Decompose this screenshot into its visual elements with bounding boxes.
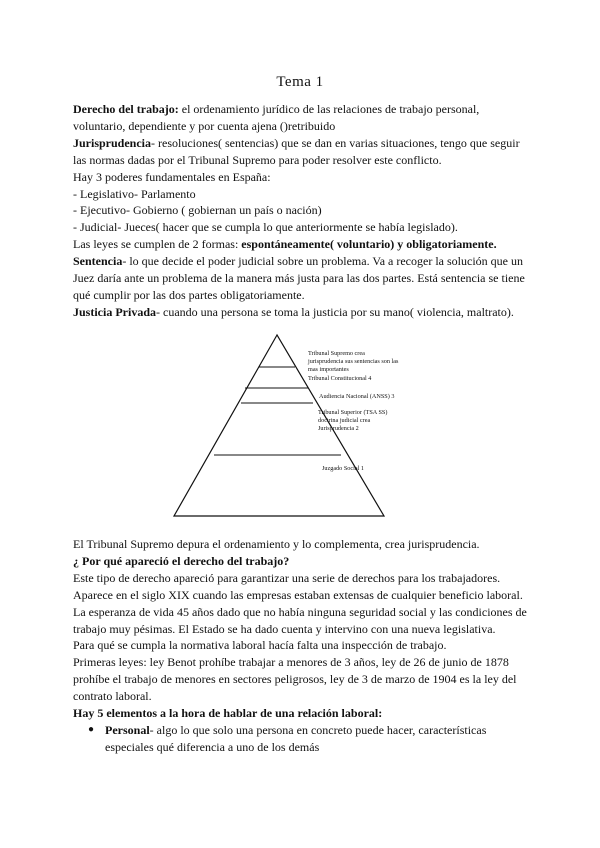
bold-leyes: espontáneamente( voluntario) y obligatoriamente. <box>241 237 497 252</box>
paragraph-jurisprudencia <box>73 135 533 169</box>
tribunal-note: El Tribunal Supremo depura el ordenamiento y lo complementa, crea jurisprudencia. <box>73 537 480 551</box>
paragraph-sentencia <box>73 253 533 304</box>
level3-label-line3: Jurisprudencia 2 <box>318 425 359 432</box>
level1-label-line1: Tribunal Supremo crea <box>308 350 365 357</box>
text-block-top <box>73 101 533 321</box>
elementos-heading-text: Hay 5 elementos a la hora de hablar de una relación laboral: <box>73 706 383 721</box>
paragraph-inspeccion: Para qué se cumpla la normativa laboral hacía falta una inspección de trabajo. <box>73 638 447 653</box>
paragraph-leyes <box>73 236 533 253</box>
court-pyramid-diagram <box>170 332 430 518</box>
text-justicia: - cuando una persona se toma la justicia por su mano( violencia, maltrato). <box>156 304 514 319</box>
level3-label-line2: doctrina judicial crea <box>318 417 371 424</box>
term-derecho: Derecho del trabajo: <box>73 102 179 116</box>
level3-label-line1: Tribunal Superior (TSA SS) <box>318 409 388 416</box>
term-jurisprudencia: Jurisprudencia <box>73 135 152 150</box>
paragraph-derecho <box>73 101 533 135</box>
poder-ejecutivo: - Ejecutivo- Gobierno ( gobiernan un país o nación) <box>73 203 322 218</box>
bullet-dot-icon: ● <box>88 723 95 735</box>
poder-legislativo: - Legislativo- Parlamento <box>73 186 196 201</box>
term-sentencia: Sentencia <box>73 254 123 269</box>
text-block-bottom <box>73 536 533 756</box>
term-personal: Personal <box>105 722 150 737</box>
list-item-personal <box>73 722 533 756</box>
text-sentencia: - lo que decide el poder judicial sobre un problema. Va a recoger la solución que un Juez daría ante un problema de la manera más justa para las dos partes. Está sentencia se tiene qué cumplir por las dos partes obligatoriamente. <box>73 254 525 302</box>
level1-label-line2: jurisprudencia sus sentencias son las <box>308 358 399 365</box>
level2-label: Audiencia Nacional (ANSS) 3 <box>319 393 395 400</box>
elementos-heading <box>73 705 533 722</box>
paragraph-primeras-leyes: Primeras leyes: ley Benot prohíbe trabajar a menores de 3 años, ley de 26 de junio de 1878 prohíbe el trabajo de menores en sectores peligrosos, ley de 3 de marzo de 1904 es la ley del contrato laboral. <box>73 655 517 704</box>
text-leyes: Las leyes se cumplen de 2 formas: <box>73 237 242 252</box>
text-jurisprudencia: - resoluciones( sentencias) que se dan en varias situaciones, tengo que seguir las normas dadas por el Tribunal Supremo para poder resolver este conflicto. <box>73 135 520 167</box>
level1-label-line3: mas importantes <box>308 366 349 373</box>
text-personal: - algo lo que solo una persona en concreto puede hacer, características especiales qué diferencia a uno de los demás <box>105 722 487 754</box>
level4-label: Juzgado Social 1 <box>322 465 364 472</box>
poderes-intro: Hay 3 poderes fundamentales en España: <box>73 169 271 184</box>
paragraph-aparece: Este tipo de derecho apareció para garantizar una serie de derechos para los trabajadores. Aparece en el siglo XIX cuando las empresas estaban extensas de cualquier beneficio laboral. La esperanza de vida 45 años dado que no había ninguna seguridad social y las condiciones de trabajo muy pésimas. El Estado se ha dado cuenta y intervino con una nueva legislativa. <box>73 570 527 636</box>
question-text: ¿ Por qué apareció el derecho del trabajo? <box>73 553 290 568</box>
paragraph-justicia <box>73 304 533 321</box>
text-derecho: el ordenamiento jurídico de las relaciones de trabajo personal, voluntario, dependiente y por cuenta ajena ()retribuido <box>73 102 480 133</box>
question-heading <box>73 553 533 570</box>
level1-label-line4: Tribunal Constitucional 4 <box>308 375 372 382</box>
poder-judicial: - Judicial- Jueces( hacer que se cumpla lo que anteriormente se había legislado). <box>73 220 458 235</box>
term-justicia: Justicia Privada <box>73 304 156 319</box>
page-title: Tema 1 <box>276 74 324 90</box>
